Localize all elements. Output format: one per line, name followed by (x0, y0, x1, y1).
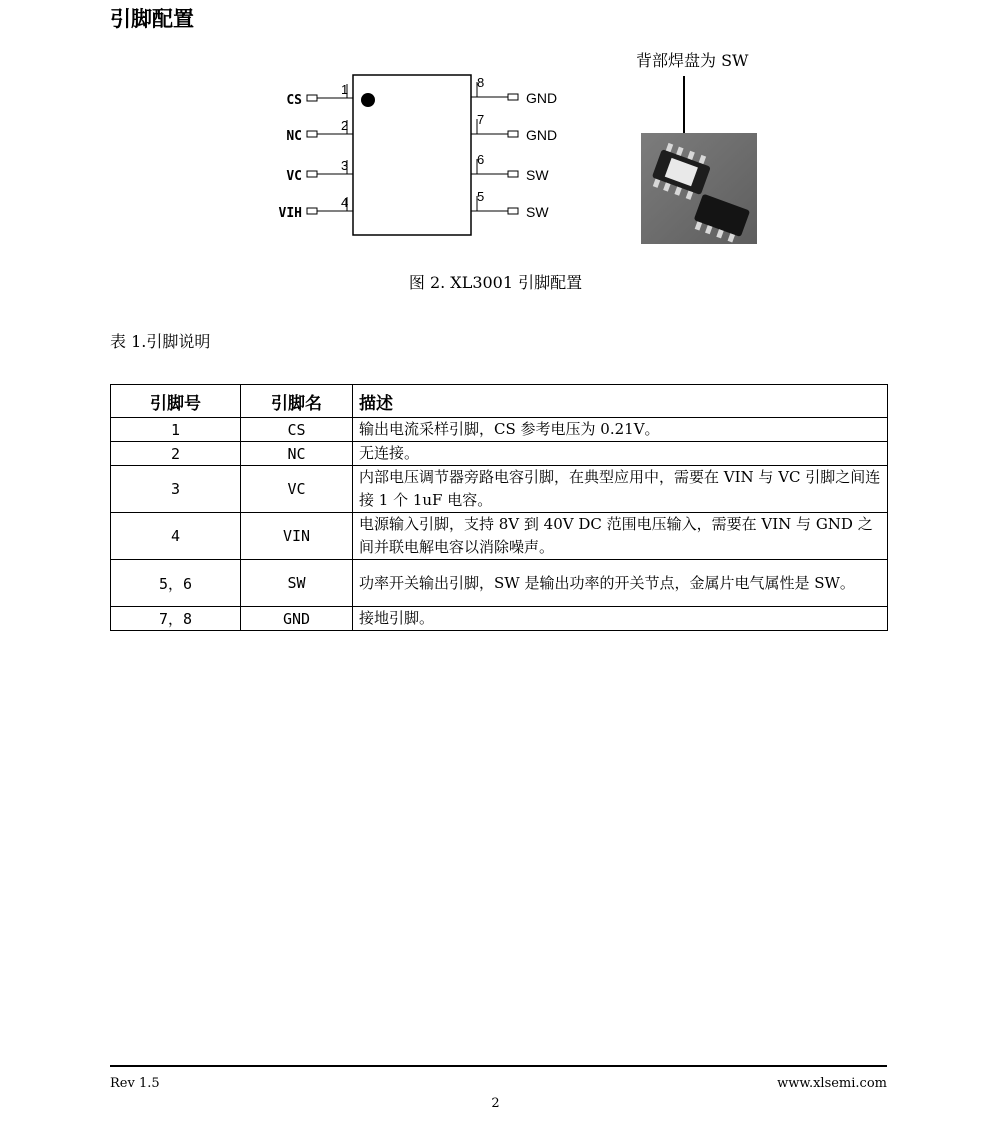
photo-caption: 背部焊盘为 SW (636, 51, 749, 70)
table-row (111, 513, 888, 560)
pin-number: 6 (477, 152, 485, 167)
description-cell: 电源输入引脚，支持 8V 到 40V DC 范围电压输入，需要在 VIN 与 GND 之间并联电解电容以消除噪声。 (353, 513, 888, 560)
pin-name-cell: VIN (241, 513, 353, 560)
pin1-marker (361, 93, 375, 107)
left-pin-1 (286, 82, 353, 108)
description-cell: 输出电流采样引脚，CS 参考电压为 0.21V。 (353, 418, 888, 442)
package-photo (641, 133, 757, 244)
pin-description-table (110, 384, 888, 631)
table-caption: 表 1.引脚说明 (110, 332, 211, 351)
pin-number: 4 (341, 195, 349, 210)
header-pin-name: 引脚名 (241, 385, 353, 418)
pin-number-cell: 1 (111, 418, 241, 442)
header-pin-number: 引脚号 (111, 385, 241, 418)
table-row (111, 560, 888, 607)
description-cell: 接地引脚。 (353, 607, 888, 631)
left-pin-4 (279, 195, 353, 221)
table-row (111, 442, 888, 466)
right-pin-5 (471, 189, 549, 220)
table-row (111, 418, 888, 442)
table-row (111, 466, 888, 513)
pin-number-cell: 5，6 (111, 560, 241, 607)
pin-name-cell: VC (241, 466, 353, 513)
description-cell: 功率开关输出引脚，SW 是输出功率的开关节点，金属片电气属性是 SW。 (353, 560, 888, 607)
pin-number-cell: 7，8 (111, 607, 241, 631)
footer-divider (110, 1065, 887, 1067)
pin-number-cell: 3 (111, 466, 241, 513)
left-pin-2 (286, 118, 353, 144)
pin-name-cell: CS (241, 418, 353, 442)
pin-number-cell: 2 (111, 442, 241, 466)
page-number: 2 (491, 1096, 500, 1111)
pin-number: 1 (341, 82, 349, 97)
pinout-diagram (270, 70, 570, 240)
pin-name-cell: NC (241, 442, 353, 466)
pin-name: VC (286, 169, 302, 184)
left-pin-3 (286, 158, 353, 184)
pin-name: NC (286, 129, 302, 144)
pin-number: 8 (477, 75, 485, 90)
description-cell: 内部电压调节器旁路电容引脚，在典型应用中，需要在 VIN 与 VC 引脚之间连接 1 个 1uF 电容。 (353, 466, 888, 513)
header-description: 描述 (353, 385, 888, 418)
description-cell: 无连接。 (353, 442, 888, 466)
pin-number-cell: 4 (111, 513, 241, 560)
figure-caption: 图 2. XL3001 引脚配置 (408, 273, 583, 292)
pin-name: GND (526, 90, 558, 106)
pin-name-cell: GND (241, 607, 353, 631)
pin-name: SW (526, 204, 549, 220)
footer-revision: Rev 1.5 (110, 1076, 160, 1091)
right-pin-7 (471, 112, 557, 143)
table-row (111, 607, 888, 631)
section-title: 引脚配置 (110, 7, 194, 31)
pin-name: CS (286, 93, 302, 108)
pin-name-cell: SW (241, 560, 353, 607)
pin-number: 5 (477, 189, 485, 204)
footer-url: www.xlsemi.com (777, 1076, 887, 1091)
pin-number: 7 (477, 112, 485, 127)
pin-name: VIH (278, 206, 302, 221)
right-pin-6 (471, 152, 549, 183)
pin-name: SW (526, 167, 549, 183)
pin-number: 3 (341, 158, 349, 173)
right-pin-8 (471, 75, 557, 106)
table-header-row (111, 385, 888, 418)
pin-number: 2 (341, 118, 349, 133)
pin-name: GND (526, 127, 558, 143)
